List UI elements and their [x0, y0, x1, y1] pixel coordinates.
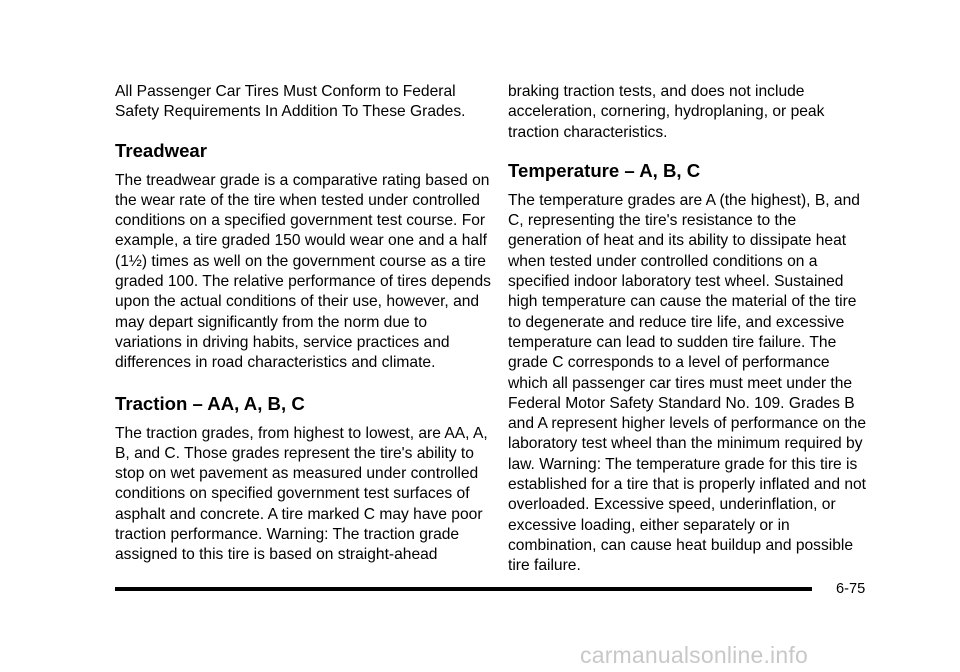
traction-paragraph: The traction grades, from highest to lowest, are AA, A, B, and C. Those grades represent the tire's ability to stop on wet pavement as measured under controlled conditions on specified government test surfaces of asphalt and concrete. A tire marked C may have poor traction performance. Warning: The traction grade assigned to this tire is based on straight-ahead [115, 424, 488, 564]
treadwear-heading: Treadwear [115, 139, 207, 161]
temperature-heading: Temperature – A, B, C [508, 159, 701, 181]
treadwear-paragraph: The treadwear grade is a comparative rating based on the wear rate of the tire when tested under controlled conditions on a specified government test course. For example, a tire graded 150 would wear one and a half (1½) times as well on the government course as a tire graded 100. The relative performance of tires depends upon the actual conditions of their use, however, and may depart significantly from the norm due to variations in driving habits, service practices and differences in road characteristics and climate. [115, 171, 491, 372]
continuation-paragraph: braking traction tests, and does not include acceleration, cornering, hydroplaning, or peak traction characteristics. [508, 83, 825, 141]
intro-paragraph: All Passenger Car Tires Must Conform to Federal Safety Requirements In Addition To These Grades. [115, 83, 466, 121]
right-column [508, 82, 870, 577]
temperature-paragraph: The temperature grades are A (the highest), B, and C, representing the tire's resistance to the generation of heat and its ability to dissipate heat when tested under controlled conditions on a specified indoor laboratory test wheel. Sustained high temperature can cause the material of the tire to degenerate and reduce tire life, and excessive temperature can lead to sudden tire failure. The grade C corresponds to a level of performance which all passenger car tires must meet under the Federal Motor Safety Standard No. 109. Grades B and A represent higher levels of performance on the laboratory test wheel than the minimum required by law. Warning: The temperature grade for this tire is established for a tire that is properly inflated and not overloaded. Excessive speed, underinflation, or excessive loading, either separately or in combination, can cause heat buildup and possible tire failure. [508, 191, 867, 575]
footer-rule [115, 587, 812, 591]
watermark: carmanualsonline.info [580, 642, 808, 668]
page-number: 6-75 [836, 581, 866, 597]
left-column [115, 82, 495, 566]
traction-heading: Traction – AA, A, B, C [115, 392, 305, 414]
